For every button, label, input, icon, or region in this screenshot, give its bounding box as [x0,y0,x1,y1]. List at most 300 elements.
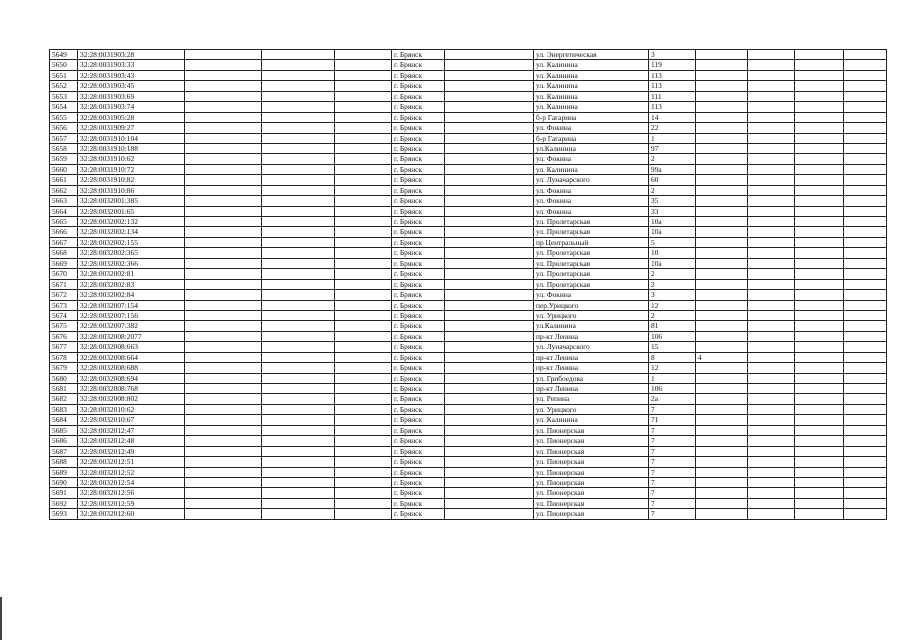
table-row [50,60,887,70]
empty-cell [185,457,262,467]
empty-cell [844,363,887,373]
empty-cell [185,102,262,112]
table-row [50,300,887,310]
empty-cell [185,321,262,331]
empty-cell [795,133,844,143]
empty-cell [185,498,262,508]
city-cell: г. Брянск [392,185,445,195]
cadastral-number-cell: 32:28:0032010:67 [78,415,185,425]
empty-cell [748,269,795,279]
table-row [50,467,887,477]
empty-cell [185,133,262,143]
table-row [50,404,887,414]
table-row [50,143,887,153]
empty-cell [748,457,795,467]
city-cell: г. Брянск [392,363,445,373]
empty-cell [445,425,534,435]
empty-cell [445,154,534,164]
empty-cell [795,123,844,133]
empty-cell [335,342,392,352]
apartment-cell [696,217,748,227]
house-number-cell: 5 [649,237,696,247]
table-row [50,446,887,456]
street-cell: ул. Фокина [534,196,649,206]
street-cell: ул. Пионерская [534,477,649,487]
empty-cell [262,373,335,383]
street-cell: пр-кт Ленина [534,352,649,362]
street-cell: б-р Гагарина [534,112,649,122]
house-number-cell: 7 [649,446,696,456]
table-row [50,477,887,487]
row-number-cell: 5690 [50,477,78,487]
table-row [50,321,887,331]
cadastral-number-cell: 32:28:0032008:802 [78,394,185,404]
row-number-cell: 5680 [50,373,78,383]
row-number-cell: 5687 [50,446,78,456]
row-number-cell: 5651 [50,70,78,80]
house-number-cell: 7 [649,509,696,519]
empty-cell [445,269,534,279]
empty-cell [335,154,392,164]
empty-cell [445,467,534,477]
empty-cell [795,342,844,352]
empty-cell [335,290,392,300]
table-row [50,175,887,185]
empty-cell [185,175,262,185]
cadastral-number-cell: 32:28:0032007:156 [78,310,185,320]
city-cell: г. Брянск [392,258,445,268]
table-row [50,185,887,195]
table-row [50,227,887,237]
empty-cell [445,196,534,206]
empty-cell [844,196,887,206]
cadastral-number-cell: 32:28:0032002:134 [78,227,185,237]
empty-cell [748,384,795,394]
empty-cell [335,50,392,60]
apartment-cell [696,269,748,279]
row-number-cell: 5689 [50,467,78,477]
empty-cell [185,279,262,289]
empty-cell [262,175,335,185]
cadastral-number-cell: 32:28:0032012:51 [78,457,185,467]
empty-cell [844,81,887,91]
cadastral-number-cell: 32:28:0032012:52 [78,467,185,477]
house-number-cell: 7 [649,436,696,446]
city-cell: г. Брянск [392,237,445,247]
empty-cell [748,164,795,174]
row-number-cell: 5686 [50,436,78,446]
empty-cell [262,342,335,352]
row-number-cell: 5683 [50,404,78,414]
empty-cell [335,352,392,362]
empty-cell [748,154,795,164]
empty-cell [748,237,795,247]
empty-cell [844,70,887,80]
house-number-cell: 113 [649,102,696,112]
street-cell: ул. Фокина [534,185,649,195]
empty-cell [748,436,795,446]
empty-cell [844,300,887,310]
empty-cell [795,112,844,122]
row-number-cell: 5691 [50,488,78,498]
empty-cell [844,269,887,279]
house-number-cell: 7 [649,477,696,487]
empty-cell [844,446,887,456]
empty-cell [795,352,844,362]
cadastral-number-cell: 32:28:0032012:54 [78,477,185,487]
cadastral-number-cell: 32:28:0031910:82 [78,175,185,185]
empty-cell [185,123,262,133]
empty-cell [262,143,335,153]
street-cell: б-р Гагарина [534,133,649,143]
table-row [50,123,887,133]
empty-cell [445,279,534,289]
empty-cell [185,509,262,519]
empty-cell [185,206,262,216]
empty-cell [335,196,392,206]
empty-cell [185,81,262,91]
empty-cell [335,237,392,247]
empty-cell [748,300,795,310]
empty-cell [262,498,335,508]
empty-cell [335,446,392,456]
empty-cell [748,258,795,268]
empty-cell [445,404,534,414]
empty-cell [748,488,795,498]
city-cell: г. Брянск [392,446,445,456]
empty-cell [262,321,335,331]
empty-cell [844,467,887,477]
empty-cell [795,196,844,206]
empty-cell [185,436,262,446]
cadastral-number-cell: 32:28:0032002:366 [78,258,185,268]
city-cell: г. Брянск [392,394,445,404]
apartment-cell [696,123,748,133]
apartment-cell [696,425,748,435]
empty-cell [795,102,844,112]
empty-cell [844,342,887,352]
row-number-cell: 5654 [50,102,78,112]
empty-cell [844,404,887,414]
empty-cell [262,457,335,467]
apartment-cell [696,467,748,477]
house-number-cell: 2 [649,310,696,320]
empty-cell [262,258,335,268]
empty-cell [844,237,887,247]
empty-cell [748,310,795,320]
table-row [50,81,887,91]
empty-cell [844,206,887,216]
empty-cell [795,206,844,216]
row-number-cell: 5671 [50,279,78,289]
apartment-cell [696,227,748,237]
street-cell: ул. Репина [534,394,649,404]
city-cell: г. Брянск [392,384,445,394]
city-cell: г. Брянск [392,50,445,60]
empty-cell [748,143,795,153]
empty-cell [335,217,392,227]
house-number-cell: 7 [649,498,696,508]
empty-cell [844,290,887,300]
empty-cell [445,60,534,70]
apartment-cell [696,446,748,456]
empty-cell [844,425,887,435]
empty-cell [795,154,844,164]
empty-cell [185,467,262,477]
apartment-cell [696,310,748,320]
row-number-cell: 5684 [50,415,78,425]
cadastral-number-cell: 32:28:0031903:45 [78,81,185,91]
empty-cell [445,363,534,373]
empty-cell [262,394,335,404]
empty-cell [262,436,335,446]
row-number-cell: 5657 [50,133,78,143]
table-body [50,50,887,520]
empty-cell [795,321,844,331]
empty-cell [185,217,262,227]
cadastral-number-cell: 32:28:0031910:86 [78,185,185,195]
empty-cell [445,394,534,404]
empty-cell [795,384,844,394]
empty-cell [748,196,795,206]
empty-cell [844,154,887,164]
city-cell: г. Брянск [392,91,445,101]
empty-cell [748,352,795,362]
city-cell: г. Брянск [392,509,445,519]
empty-cell [185,488,262,498]
house-number-cell: 119 [649,60,696,70]
empty-cell [185,50,262,60]
empty-cell [335,436,392,446]
cadastral-number-cell: 32:28:0032008:663 [78,342,185,352]
empty-cell [335,81,392,91]
empty-cell [445,248,534,258]
empty-cell [795,70,844,80]
empty-cell [262,446,335,456]
empty-cell [748,373,795,383]
empty-cell [185,112,262,122]
cadastral-number-cell: 32:28:0032012:49 [78,446,185,456]
empty-cell [445,498,534,508]
empty-cell [445,342,534,352]
house-number-cell: 1 [649,133,696,143]
row-number-cell: 5675 [50,321,78,331]
empty-cell [748,70,795,80]
row-number-cell: 5664 [50,206,78,216]
empty-cell [748,112,795,122]
empty-cell [445,310,534,320]
empty-cell [844,50,887,60]
table-row [50,279,887,289]
empty-cell [445,477,534,487]
empty-cell [748,248,795,258]
house-number-cell: 15 [649,342,696,352]
row-number-cell: 5653 [50,91,78,101]
empty-cell [748,342,795,352]
apartment-cell [696,363,748,373]
house-number-cell: 2 [649,279,696,289]
empty-cell [185,310,262,320]
house-number-cell: 7 [649,488,696,498]
empty-cell [185,143,262,153]
empty-cell [445,81,534,91]
table-row [50,237,887,247]
table-row [50,154,887,164]
street-cell: пр-кт Ленина [534,384,649,394]
house-number-cell: 2 [649,269,696,279]
city-cell: г. Брянск [392,425,445,435]
empty-cell [335,269,392,279]
street-cell: ул. Калинина [534,70,649,80]
city-cell: г. Брянск [392,477,445,487]
apartment-cell: 4 [696,352,748,362]
table-row [50,70,887,80]
empty-cell [262,91,335,101]
empty-cell [748,498,795,508]
row-number-cell: 5677 [50,342,78,352]
table-row [50,258,887,268]
house-number-cell: 2а [649,394,696,404]
apartment-cell [696,196,748,206]
house-number-cell: 10 [649,248,696,258]
empty-cell [795,175,844,185]
street-cell: ул. Пионерская [534,436,649,446]
table-row [50,331,887,341]
cadastral-number-cell: 32:28:0032012:47 [78,425,185,435]
cadastral-number-cell: 32:28:0031909:27 [78,123,185,133]
empty-cell [335,102,392,112]
street-cell: ул. Калинина [534,102,649,112]
apartment-cell [696,112,748,122]
empty-cell [262,185,335,195]
row-number-cell: 5672 [50,290,78,300]
apartment-cell [696,102,748,112]
empty-cell [262,133,335,143]
row-number-cell: 5667 [50,237,78,247]
empty-cell [335,175,392,185]
empty-cell [795,290,844,300]
row-number-cell: 5662 [50,185,78,195]
empty-cell [795,91,844,101]
house-number-cell: 22 [649,123,696,133]
row-number-cell: 5688 [50,457,78,467]
house-number-cell: 71 [649,415,696,425]
apartment-cell [696,394,748,404]
house-number-cell: 113 [649,70,696,80]
cadastral-number-cell: 32:28:0032002:83 [78,279,185,289]
empty-cell [445,175,534,185]
empty-cell [748,227,795,237]
empty-cell [335,185,392,195]
empty-cell [445,133,534,143]
house-number-cell: 10а [649,227,696,237]
row-number-cell: 5656 [50,123,78,133]
street-cell: ул. Калинина [534,81,649,91]
empty-cell [335,164,392,174]
scan-edge-mark [0,597,2,640]
empty-cell [445,123,534,133]
cadastral-number-cell: 32:28:0031903:28 [78,50,185,60]
empty-cell [844,217,887,227]
city-cell: г. Брянск [392,290,445,300]
city-cell: г. Брянск [392,102,445,112]
apartment-cell [696,81,748,91]
empty-cell [262,217,335,227]
empty-cell [748,509,795,519]
apartment-cell [696,384,748,394]
apartment-cell [696,300,748,310]
empty-cell [262,112,335,122]
street-cell: ул. Луначарского [534,175,649,185]
house-number-cell: 81 [649,321,696,331]
apartment-cell [696,143,748,153]
cadastral-number-cell: 32:28:0032001:385 [78,196,185,206]
row-number-cell: 5692 [50,498,78,508]
empty-cell [445,50,534,60]
house-number-cell: 111 [649,91,696,101]
empty-cell [748,91,795,101]
row-number-cell: 5673 [50,300,78,310]
empty-cell [262,206,335,216]
street-cell: ул. Луначарского [534,342,649,352]
row-number-cell: 5666 [50,227,78,237]
table-row [50,50,887,60]
empty-cell [445,321,534,331]
city-cell: г. Брянск [392,300,445,310]
empty-cell [185,164,262,174]
city-cell: г. Брянск [392,227,445,237]
row-number-cell: 5650 [50,60,78,70]
empty-cell [335,310,392,320]
empty-cell [262,290,335,300]
cadastral-number-cell: 32:28:0031910:72 [78,164,185,174]
street-cell: ул. Энергетическая [534,50,649,60]
empty-cell [335,404,392,414]
empty-cell [844,384,887,394]
apartment-cell [696,237,748,247]
empty-cell [185,227,262,237]
empty-cell [795,269,844,279]
empty-cell [262,310,335,320]
empty-cell [185,60,262,70]
empty-cell [185,342,262,352]
apartment-cell [696,477,748,487]
row-number-cell: 5682 [50,394,78,404]
apartment-cell [696,457,748,467]
empty-cell [445,488,534,498]
empty-cell [795,258,844,268]
cadastral-number-cell: 32:28:0032012:56 [78,488,185,498]
street-cell: ул. Пионерская [534,446,649,456]
house-number-cell: 2 [649,185,696,195]
empty-cell [185,425,262,435]
empty-cell [844,436,887,446]
cadastral-number-cell: 32:28:0031903:43 [78,70,185,80]
empty-cell [748,363,795,373]
empty-cell [748,60,795,70]
empty-cell [748,185,795,195]
city-cell: г. Брянск [392,206,445,216]
table-row [50,415,887,425]
empty-cell [795,227,844,237]
street-cell: пер.Урицкого [534,300,649,310]
house-number-cell: 12 [649,300,696,310]
empty-cell [844,175,887,185]
city-cell: г. Брянск [392,175,445,185]
empty-cell [795,81,844,91]
empty-cell [262,154,335,164]
cadastral-number-cell: 32:28:0032012:48 [78,436,185,446]
